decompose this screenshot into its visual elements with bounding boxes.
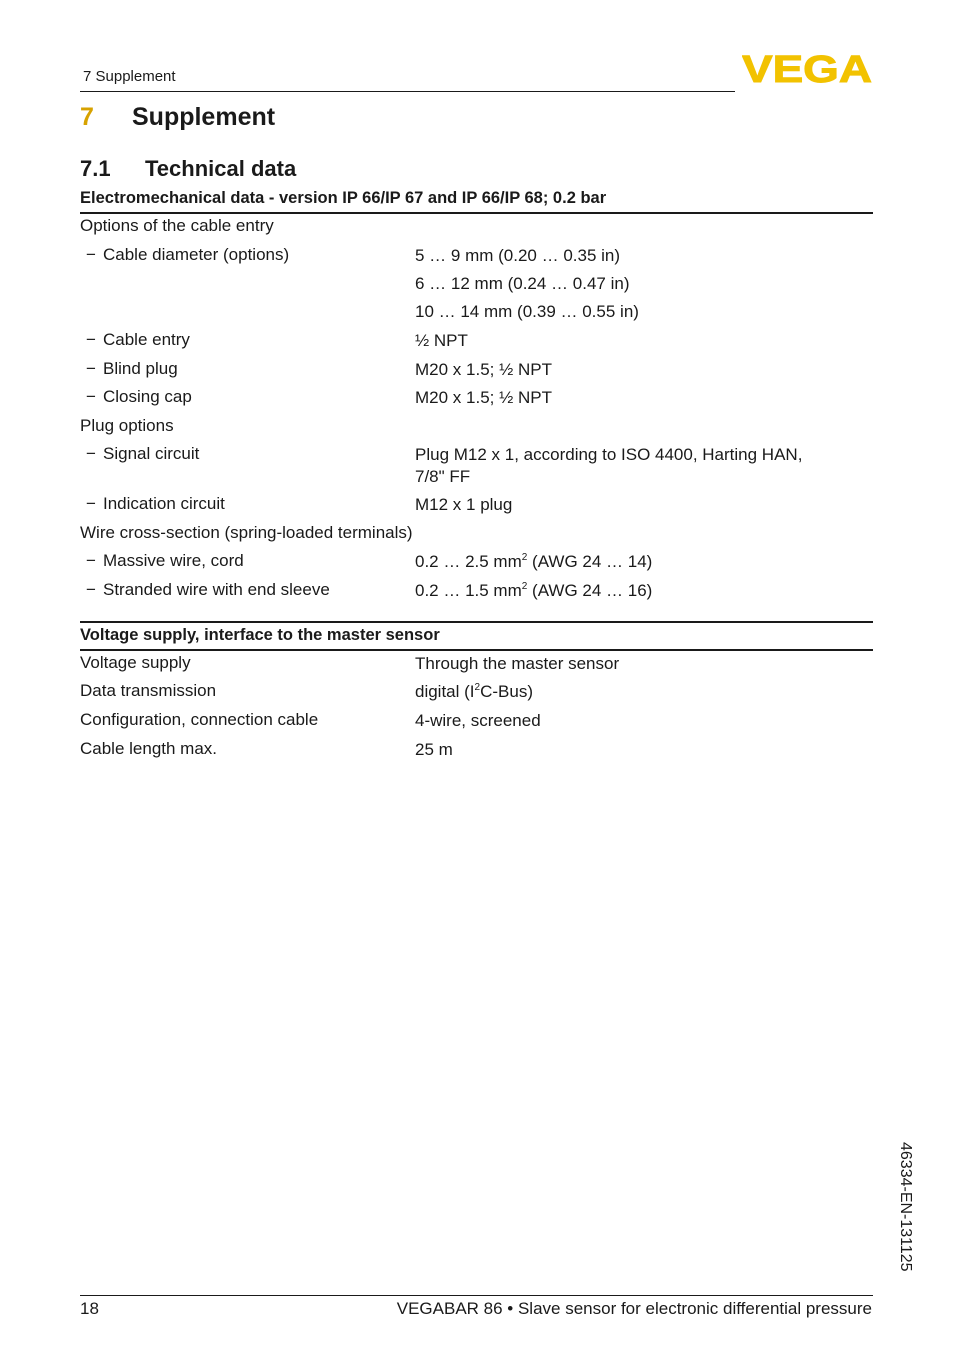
blind-plug-label: − Blind plug (86, 359, 178, 378)
massive-wire-value: 0.2 … 2.5 $mm^2$ (AWG 24 … 14) (415, 552, 653, 571)
dash-bullet: − (86, 359, 96, 378)
dash-bullet: − (86, 580, 96, 599)
cable-length-label: Cable length max. (80, 739, 218, 758)
cable-diameter-label: − Cable diameter (options) (86, 245, 290, 264)
group-cable-entry: Options of the cable entry (80, 216, 274, 235)
configuration-label: Configuration, connection cable (80, 710, 319, 729)
table-title-voltage-supply: Voltage supply, interface to the master sensor (80, 626, 440, 644)
section-title: Technical data (145, 156, 297, 181)
dash-bullet: − (86, 551, 96, 570)
signal-circuit-value-line2: 7/8" FF (415, 467, 471, 486)
document-id: 46334-EN-131125 (897, 1142, 914, 1272)
massive-wire-label: − Massive wire, cord (86, 551, 244, 570)
chapter-title: Supplement (132, 103, 276, 131)
footer-divider (80, 1295, 873, 1296)
cable-diameter-value: 6 … 12 mm (0.24 … 0.47 in) (415, 274, 630, 293)
cable-length-value: 25 m (415, 740, 453, 759)
blind-plug-value: M20 x 1.5; ½ NPT (415, 360, 552, 379)
group-wire-cross-section: Wire cross-section (spring-loaded terminals) (80, 523, 413, 542)
footer-product-text: VEGABAR 86 • Slave sensor for electronic differential pressure (396, 1299, 872, 1318)
data-transmission-label: Data transmission (80, 681, 217, 700)
group-plug-options: Plug options (80, 416, 174, 435)
cable-diameter-value: 10 … 14 mm (0.39 … 0.55 in) (415, 302, 639, 321)
page-number: 18 (80, 1299, 99, 1318)
stranded-wire-label: − Stranded wire with end sleeve (86, 580, 330, 599)
table-title-rule (80, 649, 873, 651)
running-header: 7 Supplement (83, 68, 176, 85)
configuration-value: 4-wire, screened (415, 711, 541, 730)
table-title-electromechanical: Electromechanical data - version IP 66/IP 67 and IP 66/IP 68; 0.2 bar (80, 189, 607, 207)
dash-bullet: − (86, 387, 96, 406)
dash-bullet: − (86, 245, 96, 264)
voltage-supply-label: Voltage supply (80, 653, 191, 672)
closing-cap-label: − Closing cap (86, 387, 192, 406)
section-number: 7.1 (80, 156, 111, 181)
header-divider (80, 91, 735, 92)
data-transmission-value: digital $(I^2C-Bus)$ (415, 682, 533, 701)
closing-cap-value: M20 x 1.5; ½ NPT (415, 388, 552, 407)
chapter-number: 7 (80, 103, 94, 131)
vega-logo (742, 52, 872, 84)
signal-circuit-value-line1: Plug M12 x 1, according to ISO 4400, Harting HAN, (415, 445, 803, 464)
voltage-supply-value: Through the master sensor (415, 654, 620, 673)
indication-circuit-value: M12 x 1 plug (415, 495, 513, 514)
logo-text: VEGA (742, 52, 872, 84)
cable-entry-label: − Cable entry (86, 330, 190, 349)
signal-circuit-label: − Signal circuit (86, 444, 200, 463)
indication-circuit-label: − Indication circuit (86, 494, 225, 513)
dash-bullet: − (86, 494, 96, 513)
dash-bullet: − (86, 330, 96, 349)
table-title-rule (80, 212, 873, 214)
stranded-wire-value: 0.2 … 1.5 $mm^2$ (AWG 24 … 16) (415, 581, 653, 600)
cable-diameter-value: 5 … 9 mm (0.20 … 0.35 in) (415, 246, 621, 265)
table-top-rule (80, 621, 873, 623)
dash-bullet: − (86, 444, 96, 463)
cable-entry-value: ½ NPT (415, 331, 468, 350)
